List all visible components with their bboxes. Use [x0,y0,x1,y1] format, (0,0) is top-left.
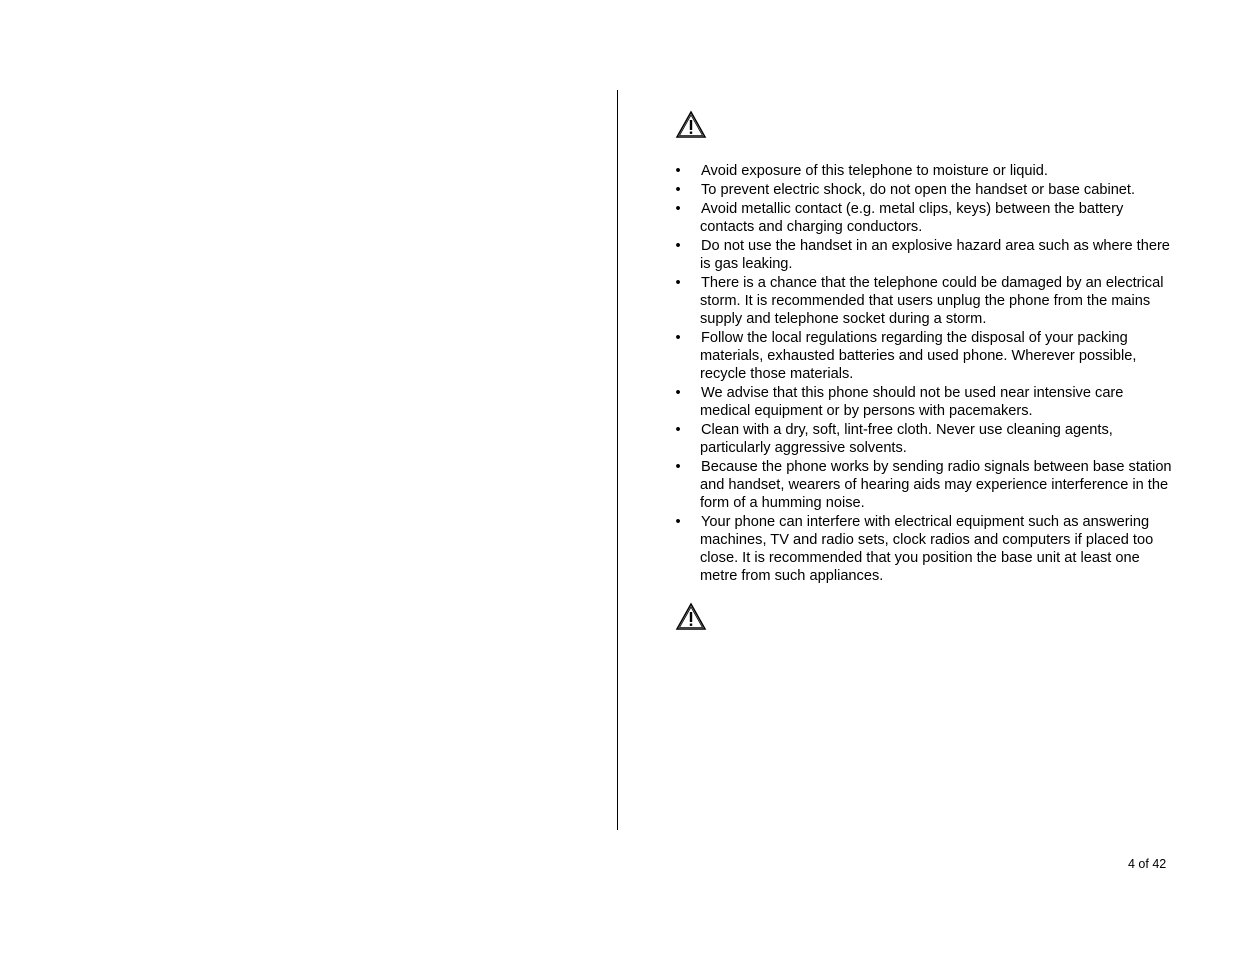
list-item [672,513,1172,585]
bullet-marker: • [675,459,681,475]
list-item-text: To prevent electric shock, do not open the handset or base cabinet. [701,182,1136,198]
bullet-marker: • [675,514,681,530]
list-item [672,329,1172,383]
column-divider [617,90,618,830]
bullet-marker: • [675,201,681,217]
list-item [672,237,1172,273]
list-item-text: Do not use the handset in an explosive hazard area such as where there is gas leaking. [700,238,1170,272]
list-item [672,458,1172,512]
safety-list [672,162,1172,586]
list-item [672,181,1172,199]
list-item [672,384,1172,420]
bullet-marker: • [675,330,681,346]
list-item [672,274,1172,328]
warning-triangle-icon [675,602,707,632]
list-item-text: Avoid exposure of this telephone to moisture or liquid. [701,163,1048,179]
bullet-marker: • [675,182,681,198]
bullet-marker: • [675,275,681,291]
warning-triangle-icon [675,110,707,140]
list-item-text: Clean with a dry, soft, lint-free cloth. Never use cleaning agents, particularly aggressive solvents. [700,422,1113,456]
list-item [672,421,1172,457]
bullet-marker: • [675,422,681,438]
list-item-text: There is a chance that the telephone could be damaged by an electrical storm. It is recommended that users unplug the phone from the mains supply and telephone socket during a storm. [700,275,1164,327]
bullet-marker: • [675,238,681,254]
list-item-text: Avoid metallic contact (e.g. metal clips, keys) between the battery contacts and charging conductors. [700,201,1124,235]
list-item-text: Follow the local regulations regarding the disposal of your packing materials, exhausted batteries and used phone. Wherever possible, recycle those materials. [700,330,1137,382]
list-item-text: Because the phone works by sending radio signals between base station and handset, wearers of hearing aids may experience interference in the form of a humming noise. [700,459,1172,511]
list-item-text: Your phone can interfere with electrical equipment such as answering machines, TV and radio sets, clock radios and computers if placed too close. It is recommended that you position the base unit at least one metre from such appliances. [700,514,1154,584]
list-item [672,162,1172,180]
list-item-text: We advise that this phone should not be used near intensive care medical equipment or by persons with pacemakers. [700,385,1124,419]
bullet-marker: • [675,385,681,401]
page-number: 4 of 42 [1128,857,1167,871]
list-item [672,200,1172,236]
bullet-marker: • [675,163,681,179]
